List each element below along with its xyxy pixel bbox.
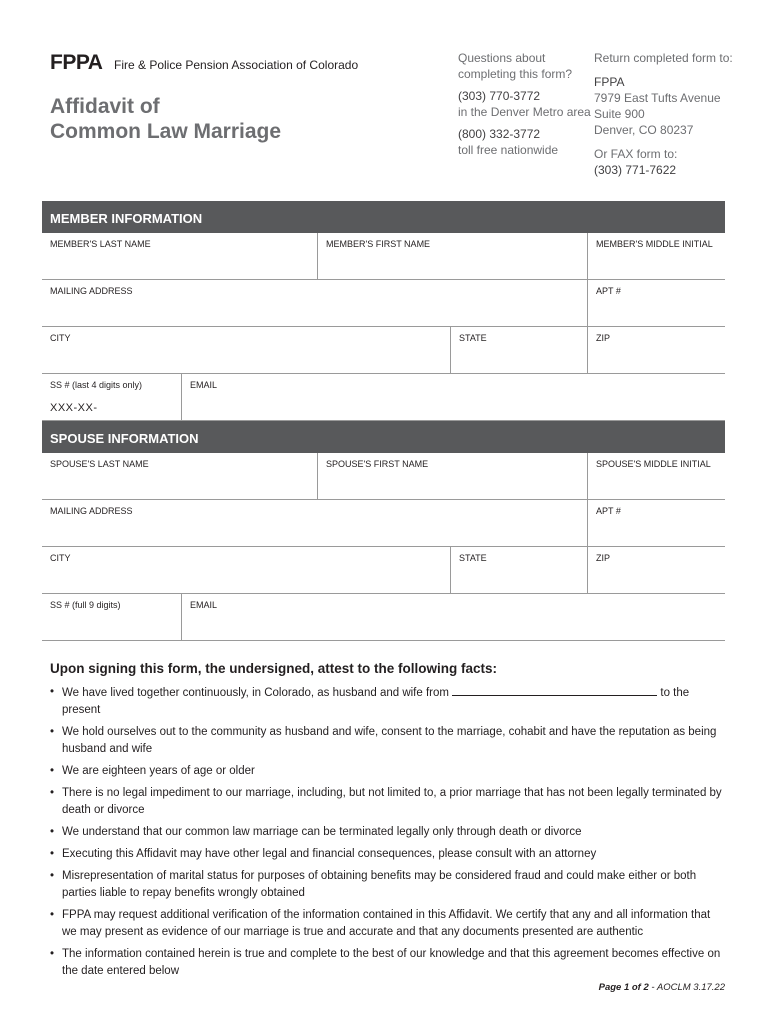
spouse-row-ss bbox=[42, 594, 725, 641]
page-number: Page 1 of 2 bbox=[598, 982, 649, 993]
fax-label: Or FAX form to: bbox=[594, 147, 678, 161]
bullet-icon: • bbox=[50, 826, 55, 838]
member-apt-field[interactable] bbox=[587, 280, 725, 326]
member-last-name-field[interactable] bbox=[42, 233, 317, 279]
spouse-email-label: EMAIL bbox=[190, 600, 218, 610]
spouse-first-name-label: SPOUSE'S FIRST NAME bbox=[326, 459, 429, 469]
spouse-city-label: CITY bbox=[50, 553, 71, 563]
spouse-ss-field[interactable] bbox=[42, 594, 181, 640]
member-email-field[interactable] bbox=[181, 374, 725, 420]
member-middle-initial-label: MEMBER'S MIDDLE INITIAL bbox=[596, 239, 713, 249]
fppa-logo: FPPA bbox=[50, 51, 103, 74]
member-state-field[interactable] bbox=[450, 327, 587, 373]
member-grid bbox=[42, 233, 725, 421]
spouse-first-name-field[interactable] bbox=[317, 453, 589, 499]
member-section-heading: MEMBER INFORMATION bbox=[42, 201, 725, 233]
spouse-row-name bbox=[42, 453, 725, 500]
spouse-row-city bbox=[42, 547, 725, 594]
member-last-name-label: MEMBER'S LAST NAME bbox=[50, 239, 151, 249]
spouse-email-field[interactable] bbox=[181, 594, 725, 640]
spouse-zip-label: ZIP bbox=[596, 553, 611, 563]
member-first-name-label: MEMBER'S FIRST NAME bbox=[326, 239, 431, 249]
member-email-label: EMAIL bbox=[190, 380, 218, 390]
fact-item bbox=[50, 785, 722, 819]
member-zip-label: ZIP bbox=[596, 333, 611, 343]
facts-heading: Upon signing this form, the undersigned, attest to the following facts: bbox=[50, 661, 497, 676]
fact-text: Misrepresentation of marital status for purposes of obtaining benefits may be considered fraud and could make either or both parties liable to repay benefits wrongly obtained bbox=[62, 870, 697, 899]
member-row-address bbox=[42, 280, 725, 327]
member-state-label: STATE bbox=[459, 333, 487, 343]
page-footer bbox=[599, 982, 725, 993]
spouse-mailing-address-field[interactable] bbox=[42, 500, 587, 546]
spouse-apt-label: APT # bbox=[596, 506, 621, 516]
spouse-ss-label: SS # (full 9 digits) bbox=[50, 600, 121, 610]
member-row-name bbox=[42, 233, 725, 280]
member-ss-field[interactable] bbox=[42, 374, 181, 420]
return-heading: Return completed form to: bbox=[594, 51, 733, 65]
spouse-apt-field[interactable] bbox=[587, 500, 725, 546]
spouse-mailing-address-label: MAILING ADDRESS bbox=[50, 506, 133, 516]
spouse-zip-field[interactable] bbox=[587, 547, 725, 593]
fax-number: (303) 771-7622 bbox=[594, 163, 677, 177]
fact-text: We understand that our common law marriage can be terminated legally only through death or divorce bbox=[62, 826, 582, 838]
form-title-line1: Affidavit of bbox=[50, 95, 160, 118]
fact-text: We are eighteen years of age or older bbox=[62, 765, 255, 777]
bullet-icon: • bbox=[50, 848, 55, 860]
form-code: - AOCLM 3.17.22 bbox=[648, 982, 725, 993]
spouse-city-field[interactable] bbox=[42, 547, 450, 593]
fact-item bbox=[50, 846, 722, 863]
fact-item bbox=[50, 946, 722, 980]
member-row-city bbox=[42, 327, 725, 374]
member-mailing-address-field[interactable] bbox=[42, 280, 587, 326]
member-first-name-field[interactable] bbox=[317, 233, 589, 279]
fact-item bbox=[50, 724, 722, 758]
phone-tollfree-note: toll free nationwide bbox=[458, 143, 559, 157]
fact-text: Executing this Affidavit may have other legal and financial consequences, please consult with an attorney bbox=[62, 848, 597, 860]
return-addr-suite: Suite 900 bbox=[594, 107, 645, 121]
questions-heading-1: Questions about bbox=[458, 51, 546, 65]
fact-text: The information contained herein is true and complete to the best of our knowledge and that this agreement becomes effective on the date entered below bbox=[62, 948, 721, 977]
fact-item bbox=[50, 868, 722, 902]
spouse-row-address bbox=[42, 500, 725, 547]
phone-metro: (303) 770-3772 bbox=[458, 89, 541, 103]
spouse-grid bbox=[42, 453, 725, 641]
phone-metro-note: in the Denver Metro area bbox=[458, 105, 591, 119]
bullet-icon: • bbox=[50, 686, 55, 698]
member-mailing-address-label: MAILING ADDRESS bbox=[50, 286, 133, 296]
spouse-state-field[interactable] bbox=[450, 547, 587, 593]
return-block bbox=[594, 50, 733, 178]
fact-item bbox=[50, 684, 722, 719]
member-ss-label: SS # (last 4 digits only) bbox=[50, 380, 143, 390]
questions-heading-2: completing this form? bbox=[458, 67, 573, 81]
fact-item bbox=[50, 907, 722, 941]
phone-tollfree: (800) 332-3772 bbox=[458, 127, 541, 141]
org-name: Fire & Police Pension Association of Colorado bbox=[114, 58, 359, 72]
fact-text: FPPA may request additional verification of the information contained in this Affidavit. We certify that any and all information that we may present as evidence of our marriage is true and accurate and that any documents presented are authentic bbox=[62, 909, 711, 938]
spouse-middle-initial-field[interactable] bbox=[587, 453, 725, 499]
member-city-label: CITY bbox=[50, 333, 71, 343]
member-middle-initial-field[interactable] bbox=[587, 233, 725, 279]
return-addr-street: 7979 East Tufts Avenue bbox=[594, 91, 721, 105]
bullet-icon: • bbox=[50, 765, 55, 777]
questions-block bbox=[458, 50, 591, 162]
spouse-last-name-label: SPOUSE'S LAST NAME bbox=[50, 459, 149, 469]
fact-text: There is no legal impediment to our marriage, including, but not limited to, a prior marriage that has not been legally terminated by death or divorce bbox=[62, 787, 722, 816]
form-title bbox=[50, 94, 281, 144]
bullet-icon: • bbox=[50, 726, 55, 738]
form-title-line2: Common Law Marriage bbox=[50, 120, 282, 143]
fact-1-text-post: to the present bbox=[62, 687, 690, 716]
bullet-icon: • bbox=[50, 909, 55, 921]
return-addr-city: Denver, CO 80237 bbox=[594, 123, 694, 137]
fact-item bbox=[50, 763, 722, 780]
bullet-icon: • bbox=[50, 870, 55, 882]
facts-list bbox=[50, 684, 722, 985]
fact-1-text-pre: We have lived together continuously, in Colorado, as husband and wife from bbox=[62, 687, 449, 699]
member-zip-field[interactable] bbox=[587, 327, 725, 373]
bullet-icon: • bbox=[50, 787, 55, 799]
date-from-blank[interactable] bbox=[452, 684, 657, 696]
member-city-field[interactable] bbox=[42, 327, 450, 373]
spouse-last-name-field[interactable] bbox=[42, 453, 317, 499]
member-row-ss bbox=[42, 374, 725, 421]
fact-item bbox=[50, 824, 722, 841]
member-ss-prefix: XXX-XX- bbox=[50, 402, 98, 414]
fact-text: We hold ourselves out to the community as husband and wife, consent to the marriage, cohabit and have the reputation as being husband and wife bbox=[62, 726, 717, 755]
spouse-middle-initial-label: SPOUSE'S MIDDLE INITIAL bbox=[596, 459, 711, 469]
member-apt-label: APT # bbox=[596, 286, 621, 296]
spouse-section-heading: SPOUSE INFORMATION bbox=[42, 421, 725, 453]
spouse-state-label: STATE bbox=[459, 553, 487, 563]
return-addr-name: FPPA bbox=[594, 75, 625, 89]
bullet-icon: • bbox=[50, 948, 55, 960]
